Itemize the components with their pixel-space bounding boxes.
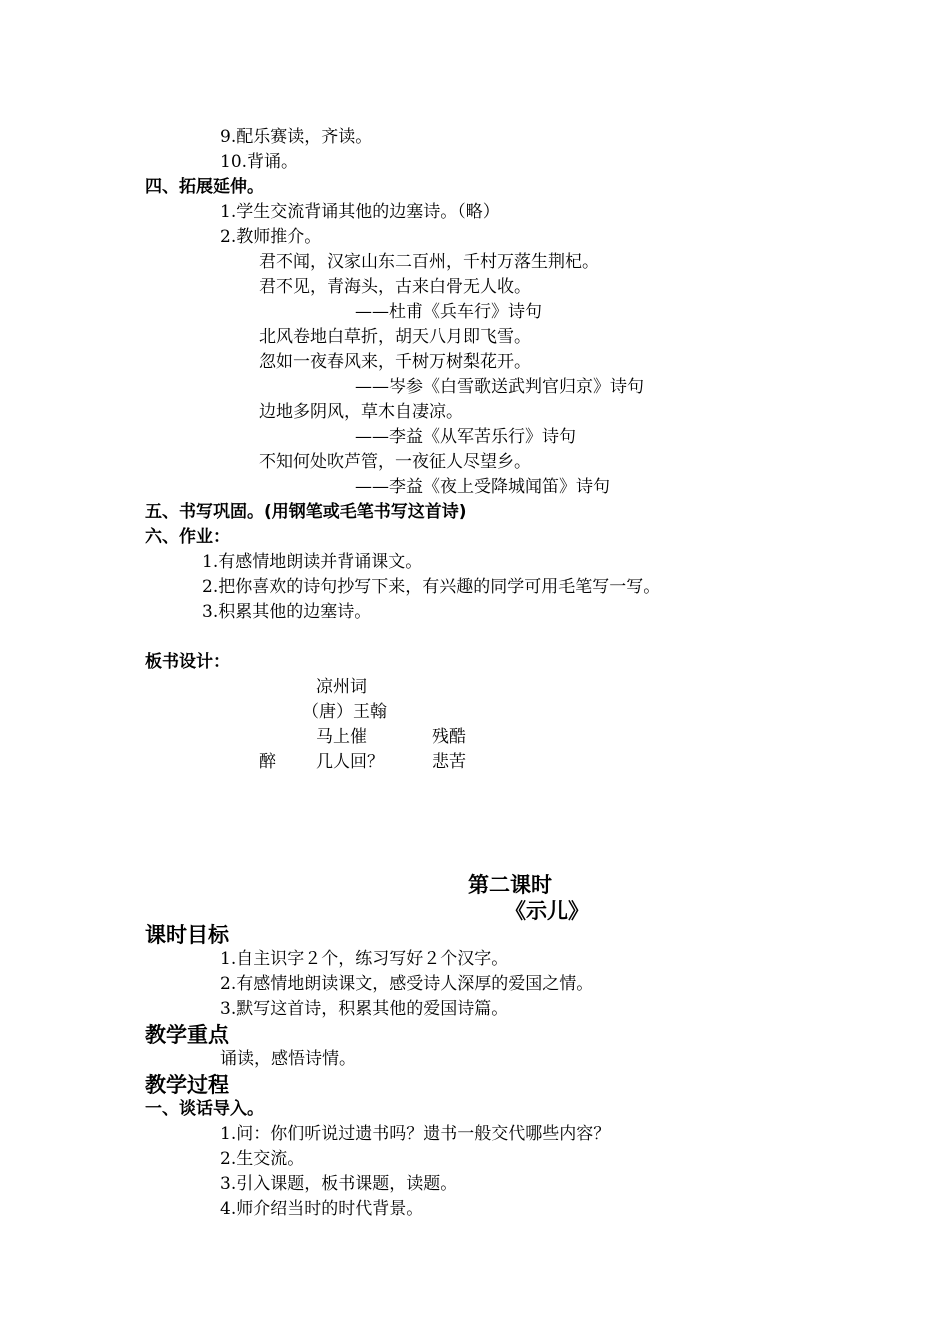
list-item: 10.背诵。 [220, 152, 299, 172]
poem-line: 北风卷地白草折，胡天八月即飞雪。 [259, 327, 531, 347]
board-author: （唐）王翰 [302, 702, 387, 722]
board-title: 凉州词 [316, 677, 367, 697]
list-item: 2.教师推介。 [220, 227, 322, 247]
poem-attribution: ——李益《从军苦乐行》诗句 [355, 427, 576, 447]
section-heading: 一、谈话导入。 [145, 1099, 264, 1119]
process-heading: 教学过程 [145, 1073, 229, 1097]
list-item: 3.引入课题，板书课题，读题。 [220, 1174, 458, 1194]
list-item: 3.默写这首诗，积累其他的爱国诗篇。 [220, 999, 509, 1019]
list-item: 1.问：你们听说过遗书吗？遗书一般交代哪些内容？ [220, 1124, 611, 1144]
poem-line: 君不闻，汉家山东二百州，千村万落生荆杞。 [259, 252, 599, 272]
list-item: 3.积累其他的边塞诗。 [202, 602, 372, 622]
lesson-subtitle: 《示儿》 [505, 899, 589, 923]
section-heading: 六、作业： [145, 527, 230, 547]
list-item: 2.生交流。 [220, 1149, 305, 1169]
list-item: 1.有感情地朗读并背诵课文。 [202, 552, 423, 572]
board-text: 马上催 [316, 727, 367, 747]
poem-line: 不知何处吹芦管，一夜征人尽望乡。 [259, 452, 531, 472]
list-item: 1.学生交流背诵其他的边塞诗。（略） [220, 202, 500, 222]
poem-attribution: ——岑参《白雪歌送武判官归京》诗句 [355, 377, 644, 397]
board-text: 几人回？ [316, 752, 384, 772]
poem-line: 边地多阴风，草木自凄凉。 [259, 402, 463, 422]
list-item: 2.有感情地朗读课文，感受诗人深厚的爱国之情。 [220, 974, 594, 994]
board-text: 悲苦 [432, 752, 466, 772]
list-item: 4.师介绍当时的时代背景。 [220, 1199, 424, 1219]
board-text: 残酷 [432, 727, 466, 747]
list-item: 2.把你喜欢的诗句抄写下来，有兴趣的同学可用毛笔写一写。 [202, 577, 661, 597]
poem-attribution: ——李益《夜上受降城闻笛》诗句 [355, 477, 610, 497]
poem-line: 忽如一夜春风来，千树万树梨花开。 [259, 352, 531, 372]
board-text: 醉 [259, 752, 276, 772]
poem-attribution: ——杜甫《兵车行》诗句 [355, 302, 542, 322]
focus-heading: 教学重点 [145, 1023, 229, 1047]
focus-text: 诵读，感悟诗情。 [220, 1049, 356, 1069]
section-heading: 四、拓展延伸。 [145, 177, 264, 197]
lesson-title: 第二课时 [468, 873, 552, 897]
poem-line: 君不见，青海头，古来白骨无人收。 [259, 277, 531, 297]
goals-heading: 课时目标 [145, 923, 229, 947]
list-item: 1.自主识字２个，练习写好２个汉字。 [220, 949, 509, 969]
board-design-label: 板书设计： [145, 652, 230, 672]
list-item: 9.配乐赛读，齐读。 [220, 127, 373, 147]
section-heading: 五、书写巩固。(用钢笔或毛笔书写这首诗) [145, 502, 467, 522]
